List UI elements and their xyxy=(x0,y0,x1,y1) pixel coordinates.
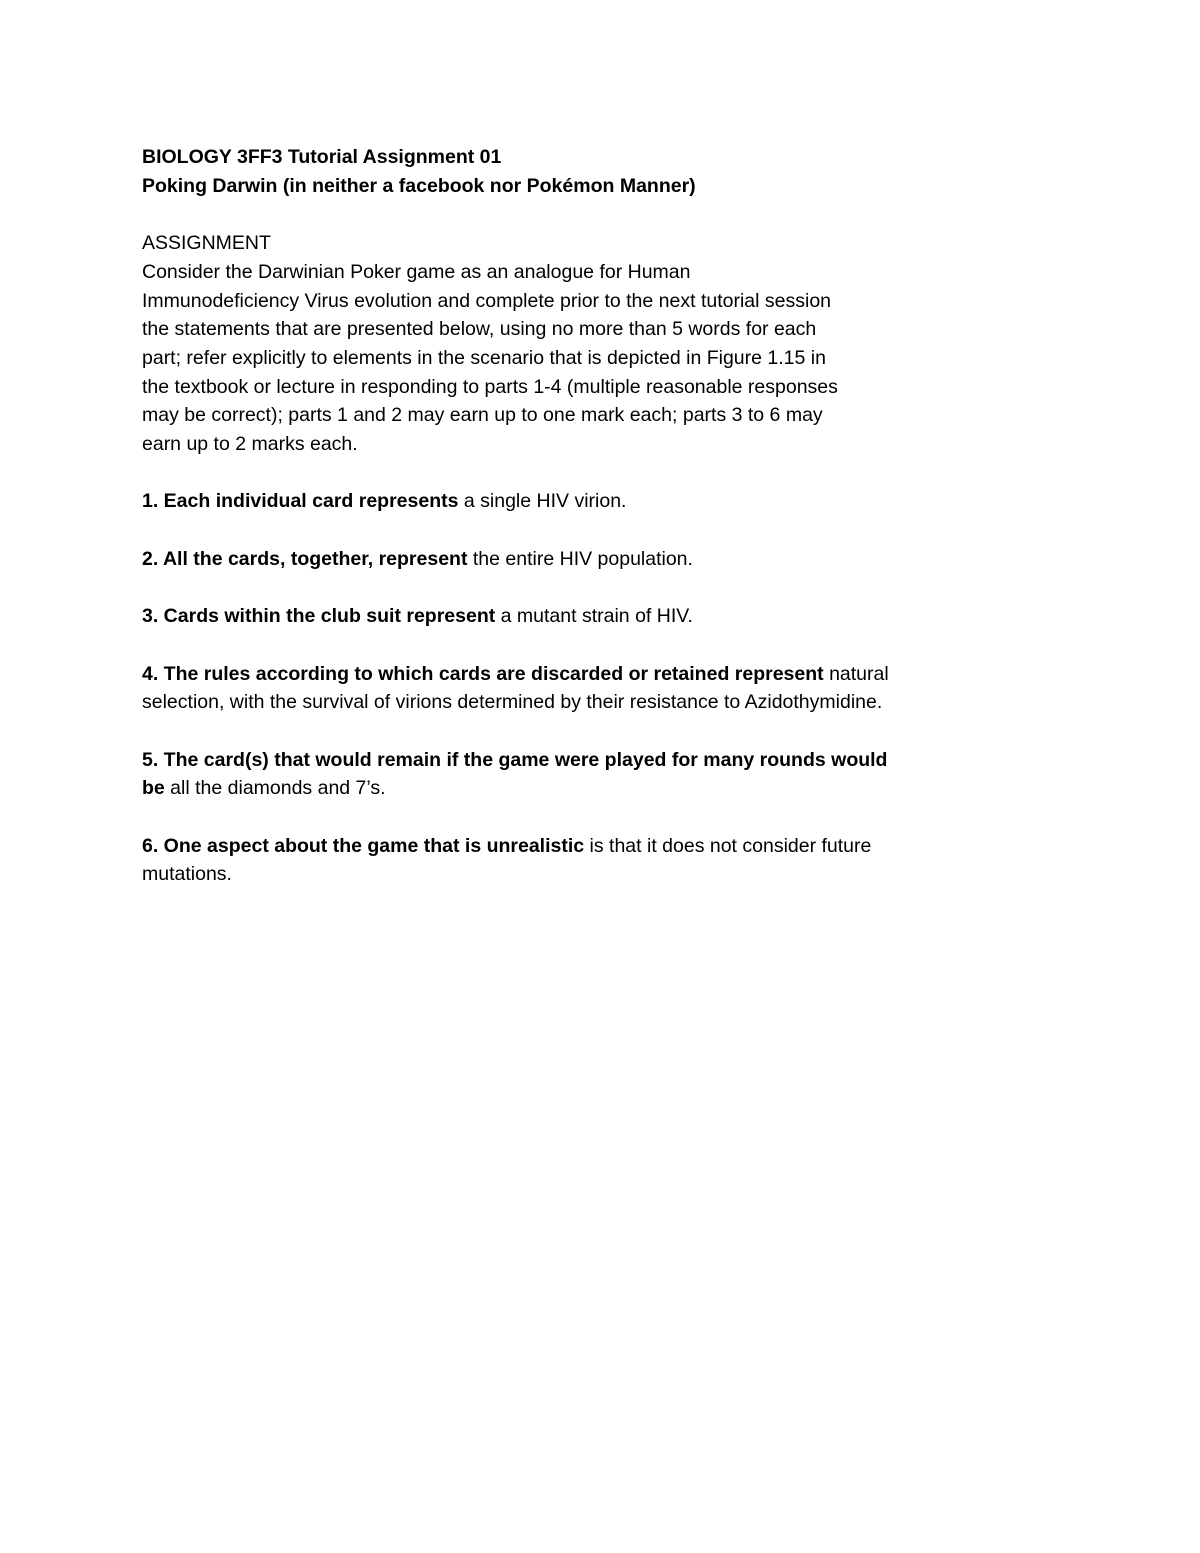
question-prompt: 1. Each individual card represents xyxy=(142,490,459,513)
instruction-line: Consider the Darwinian Poker game as an analogue for Human xyxy=(142,260,691,283)
question-prompt: 2. All the cards, together, represent xyxy=(142,547,468,570)
question-prompt: 6. One aspect about the game that is unrealistic xyxy=(142,834,585,857)
instruction-line: Immunodeficiency Virus evolution and complete prior to the next tutorial session xyxy=(142,289,832,312)
question-3 xyxy=(142,602,1002,631)
question-1 xyxy=(142,487,1002,516)
title-block xyxy=(142,143,1002,200)
question-6 xyxy=(142,832,1002,889)
instruction-line: the textbook or lecture in responding to parts 1-4 (multiple reasonable responses xyxy=(142,375,838,398)
question-5 xyxy=(142,746,1002,803)
instruction-line: the statements that are presented below, using no more than 5 words for each xyxy=(142,318,817,341)
question-prompt: 3. Cards within the club suit represent xyxy=(142,605,496,628)
document-page xyxy=(142,143,1002,889)
question-answer: all the diamonds and 7’s. xyxy=(164,777,386,800)
assignment-instructions xyxy=(142,229,1002,459)
assignment-subtitle: Poking Darwin (in neither a facebook nor Pokémon Manner) xyxy=(142,174,696,197)
question-2 xyxy=(142,545,1002,574)
question-answer-continued: mutations. xyxy=(142,863,232,886)
question-answer: a mutant strain of HIV. xyxy=(495,605,693,628)
question-4 xyxy=(142,660,1002,717)
question-answer: natural xyxy=(823,662,889,685)
question-answer-continued: selection, with the survival of virions determined by their resistance to Azidothymidine. xyxy=(142,691,883,714)
question-answer: is that it does not consider future xyxy=(584,834,872,857)
instruction-line: may be correct); parts 1 and 2 may earn up to one mark each; parts 3 to 6 may xyxy=(142,404,823,427)
instruction-line: earn up to 2 marks each. xyxy=(142,433,358,456)
instruction-line: part; refer explicitly to elements in the scenario that is depicted in Figure 1.15 in xyxy=(142,346,826,369)
question-answer: a single HIV virion. xyxy=(458,490,627,513)
question-prompt: 4. The rules according to which cards are discarded or retained represent xyxy=(142,662,824,685)
assignment-title: BIOLOGY 3FF3 Tutorial Assignment 01 xyxy=(142,146,502,168)
question-answer: the entire HIV population. xyxy=(467,547,693,570)
assignment-heading: ASSIGNMENT xyxy=(142,232,271,255)
question-prompt: 5. The card(s) that would remain if the game were played for many rounds would xyxy=(142,748,888,771)
question-prompt-continued: be xyxy=(142,777,165,800)
